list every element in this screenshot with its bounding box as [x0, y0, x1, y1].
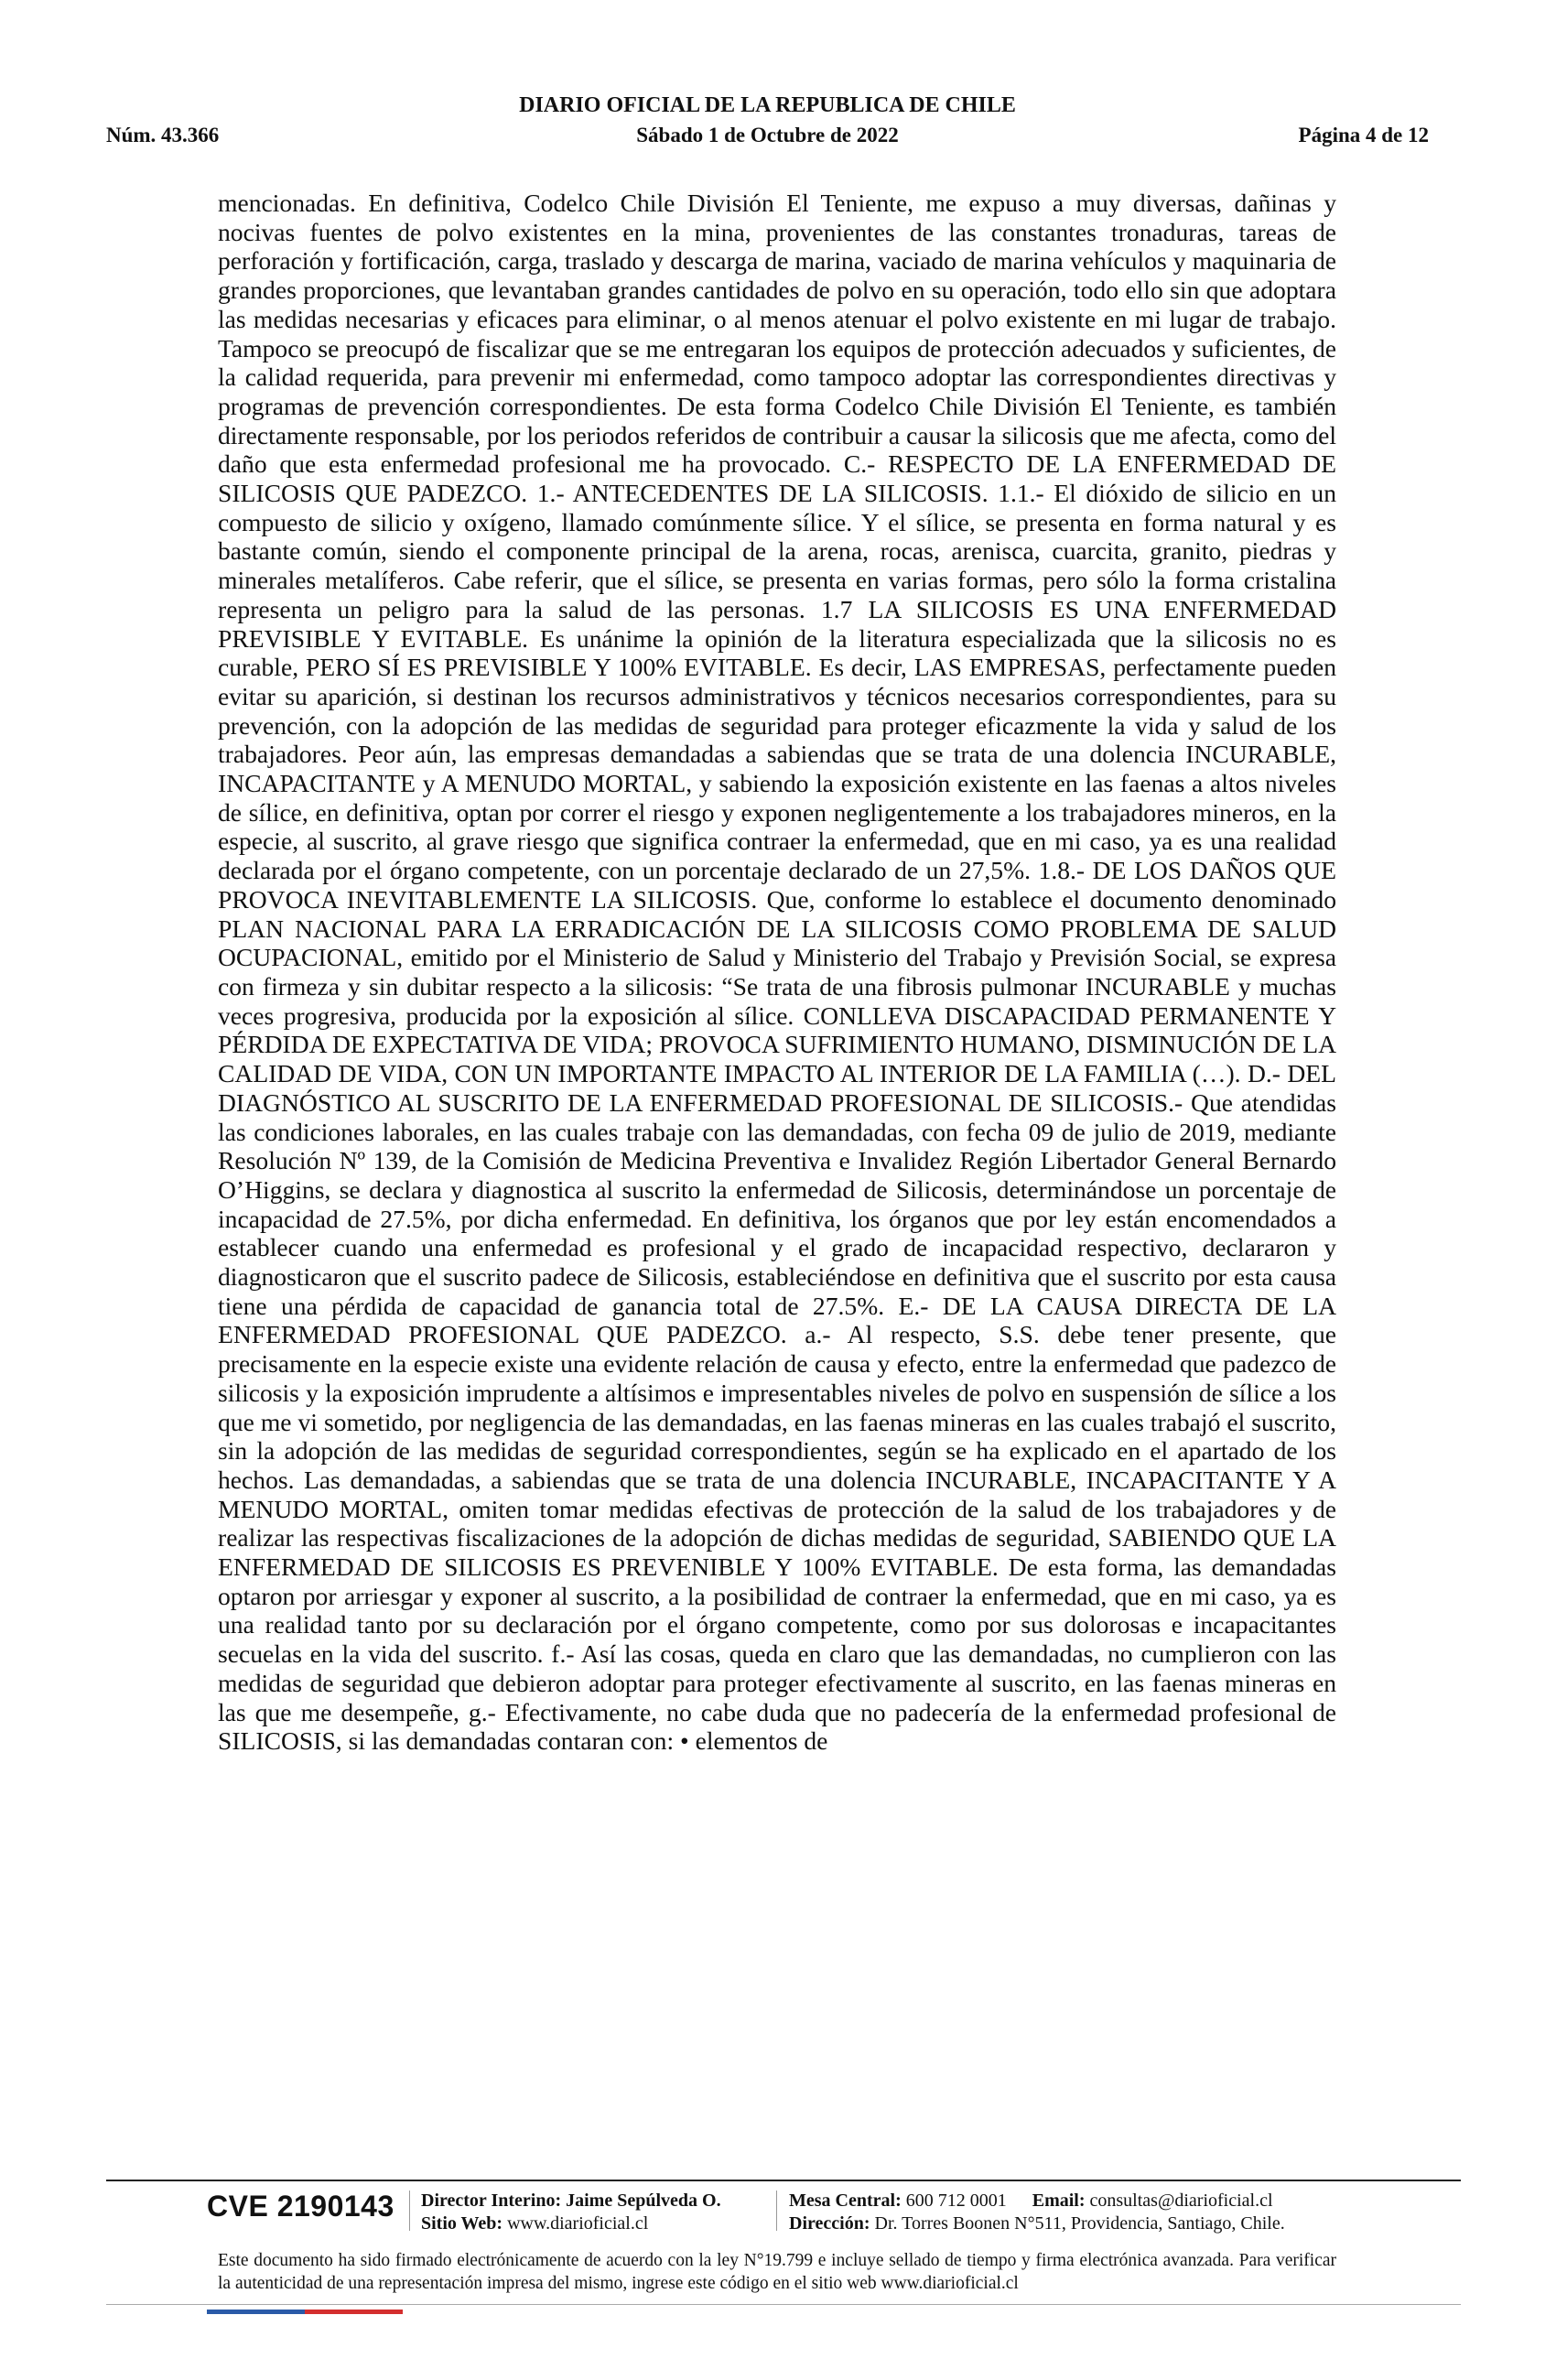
director-line	[421, 2190, 721, 2212]
flag-stripe-red	[305, 2310, 403, 2314]
issue-number: Núm. 43.366	[106, 124, 220, 146]
phone-label: Mesa Central:	[789, 2191, 902, 2211]
footer-separator	[776, 2191, 777, 2231]
bottom-divider	[106, 2304, 1461, 2305]
publication-title: DIARIO OFICIAL DE LA REPUBLICA DE CHILE	[519, 93, 1016, 117]
address-label: Dirección:	[789, 2213, 870, 2234]
address-value: Dr. Torres Boonen N°511, Providencia, Santiago, Chile.	[874, 2213, 1285, 2234]
signature-disclaimer: Este documento ha sido firmado electrónicamente de acuerdo con la ley N°19.799 e incluye sellado de tiempo y firma electrónica avanzada. Para verificar la autenticidad de una representación impresa del mismo, ingrese este código en el sitio web www.diarioficial.cl	[218, 2251, 1336, 2293]
director-label: Director Interino:	[421, 2191, 562, 2211]
website-label: Sitio Web:	[421, 2213, 503, 2234]
footer-separator	[409, 2191, 410, 2231]
cve-code: CVE 2190143	[207, 2190, 394, 2223]
footer-contact-block	[789, 2190, 1285, 2235]
contact-line	[789, 2190, 1285, 2212]
email-link[interactable]: consultas@diarioficial.cl	[1089, 2191, 1273, 2211]
publication-date: Sábado 1 de Octubre de 2022	[636, 124, 899, 146]
email-label: Email:	[1032, 2191, 1086, 2211]
phone-value: 600 712 0001	[905, 2191, 1007, 2211]
body-text: mencionadas. En definitiva, Codelco Chile División El Teniente, me expuso a muy diversas, dañinas y nocivas fuentes de polvo existentes en la mina, provenientes de las constantes tronaduras, tareas de perforación y fortificación, carga, traslado y descarga de marina, vaciado de marina vehículos y maquinaria de grandes proporciones, que levantaban grandes cantidades de polvo en su operación, todo ello sin que adoptara las medidas necesarias y eficaces para eliminar, o al menos atenuar el polvo existente en mi lugar de trabajo. Tampoco se preocupó de fiscalizar que se me entregaran los equipos de protección adecuados y suficientes, de la calidad requerida, para prevenir mi enfermedad, como tampoco adoptar las correspondientes directivas y programas de prevención correspondientes. De esta forma Codelco Chile División El Teniente, es también directamente responsable, por los periodos referidos de contribuir a causar la silicosis que me afecta, como del daño que esta enfermedad profesional me ha provocado. C.- RESPECTO DE LA ENFERMEDAD DE SILICOSIS QUE PADEZCO. 1.- ANTECEDENTES DE LA SILICOSIS. 1.1.- El dióxido de silicio en un compuesto de silicio y oxígeno, llamado comúnmente sílice. Y el sílice, se presenta en forma natural y es bastante común, siendo el componente principal de la arena, rocas, arenisca, cuarcita, granito, piedras y minerales metalíferos. Cabe referir, que el sílice, se presenta en varias formas, pero sólo la forma cristalina representa un peligro para la salud de las personas. 1.7 LA SILICOSIS ES UNA ENFERMEDAD PREVISIBLE Y EVITABLE. Es unánime la opinión de la literatura especializada que la silicosis no es curable, PERO SÍ ES PREVISIBLE Y 100% EVITABLE. Es decir, LAS EMPRESAS, perfectamente pueden evitar su aparición, si destinan los recursos administrativos y técnicos necesarios correspondientes, para su prevención, con la adopción de las medidas de seguridad para proteger eficazmente la vida y salud de los trabajadores. Peor aún, las empresas demandadas a sabiendas que se trata de una dolencia INCURABLE, INCAPACITANTE y A MENUDO MORTAL, y sabiendo la exposición existente en las faenas a altos niveles de sílice, en definitiva, optan por correr el riesgo y exponen negligentemente a los trabajadores mineros, en la especie, al suscrito, al grave riesgo que significa contraer la enfermedad, que en mi caso, ya es una realidad declarada por el órgano competente, con un porcentaje declarado de un 27,5%. 1.8.- DE LOS DAÑOS QUE PROVOCA INEVITABLEMENTE LA SILICOSIS. Que, conforme lo establece el documento denominado PLAN NACIONAL PARA LA ERRADICACIÓN DE LA SILICOSIS COMO PROBLEMA DE SALUD OCUPACIONAL, emitido por el Ministerio de Salud y Ministerio del Trabajo y Previsión Social, se expresa con firmeza y sin dubitar respecto a la silicosis: “Se trata de una fibrosis pulmonar INCURABLE y muchas veces progresiva, producida por la exposición al sílice. CONLLEVA DISCAPACIDAD PERMANENTE Y PÉRDIDA DE EXPECTATIVA DE VIDA; PROVOCA SUFRIMIENTO HUMANO, DISMINUCIÓN DE LA CALIDAD DE VIDA, CON UN IMPORTANTE IMPACTO AL INTERIOR DE LA FAMILIA (…). D.- DEL DIAGNÓSTICO AL SUSCRITO DE LA ENFERMEDAD PROFESIONAL DE SILICOSIS.- Que atendidas las condiciones laborales, en las cuales trabaje con las demandadas, con fecha 09 de julio de 2019, mediante Resolución Nº 139, de la Comisión de Medicina Preventiva e Invalidez Región Libertador General Bernardo O’Higgins, se declara y diagnostica al suscrito la enfermedad de Silicosis, determinándose un porcentaje de incapacidad de 27.5%, por dicha enfermedad. En definitiva, los órganos que por ley están encomendados a establecer cuando una enfermedad es profesional y el grado de incapacidad respectivo, declararon y diagnosticaron que el suscrito padece de Silicosis, estableciéndose en definitiva que el suscrito por esta causa tiene una pérdida de capacidad de ganancia total de 27.5%. E.- DE LA CAUSA DIRECTA DE LA ENFERMEDAD PROFESIONAL QUE PADEZCO. a.- Al respecto, S.S. debe tener presente, que precisamente en la especie existe una evidente relación de causa y efecto, entre la enfermedad que padezco de silicosis y la exposición imprudente a altísimos e impresentables niveles de polvo en suspensión de sílice a los que me vi sometido, por negligencia de las demandadas, en las faenas mineras en las cuales trabajó el suscrito, sin la adopción de las medidas de seguridad correspondientes, según se ha explicado en el apartado de los hechos. Las demandadas, a sabiendas que se trata de una dolencia INCURABLE, INCAPACITANTE Y A MENUDO MORTAL, omiten tomar medidas efectivas de protección de la salud de los trabajadores y de realizar las respectivas fiscalizaciones de la adopción de dichas medidas de seguridad, SABIENDO QUE LA ENFERMEDAD DE SILICOSIS ES PREVENIBLE Y 100% EVITABLE. De esta forma, las demandadas optaron por arriesgar y exponer al suscrito, a la posibilidad de contraer la enfermedad, que en mi caso, ya es una realidad tanto por su declaración por el órgano competente, como por sus dolorosas e incapacitantes secuelas en la vida del suscrito. f.- Así las cosas, queda en claro que las demandadas, no cumplieron con las medidas de seguridad que debieron adoptar para proteger efectivamente al suscrito, en las faenas mineras en las que me desempeñe, g.- Efectivamente, no cabe duda que no padecería de la enfermedad profesional de SILICOSIS, si las demandadas contaran con: • elementos de	[218, 189, 1336, 1756]
page-number: Página 4 de 12	[1298, 124, 1429, 146]
flag-stripe-blue	[207, 2310, 305, 2314]
address-line	[789, 2212, 1285, 2235]
footer-director-block	[421, 2190, 721, 2235]
director-name: Jaime Sepúlveda O.	[566, 2191, 721, 2211]
page-header	[106, 93, 1429, 157]
footer-divider	[106, 2180, 1461, 2181]
website-line	[421, 2212, 721, 2235]
website-link[interactable]: www.diarioficial.cl	[507, 2213, 649, 2234]
